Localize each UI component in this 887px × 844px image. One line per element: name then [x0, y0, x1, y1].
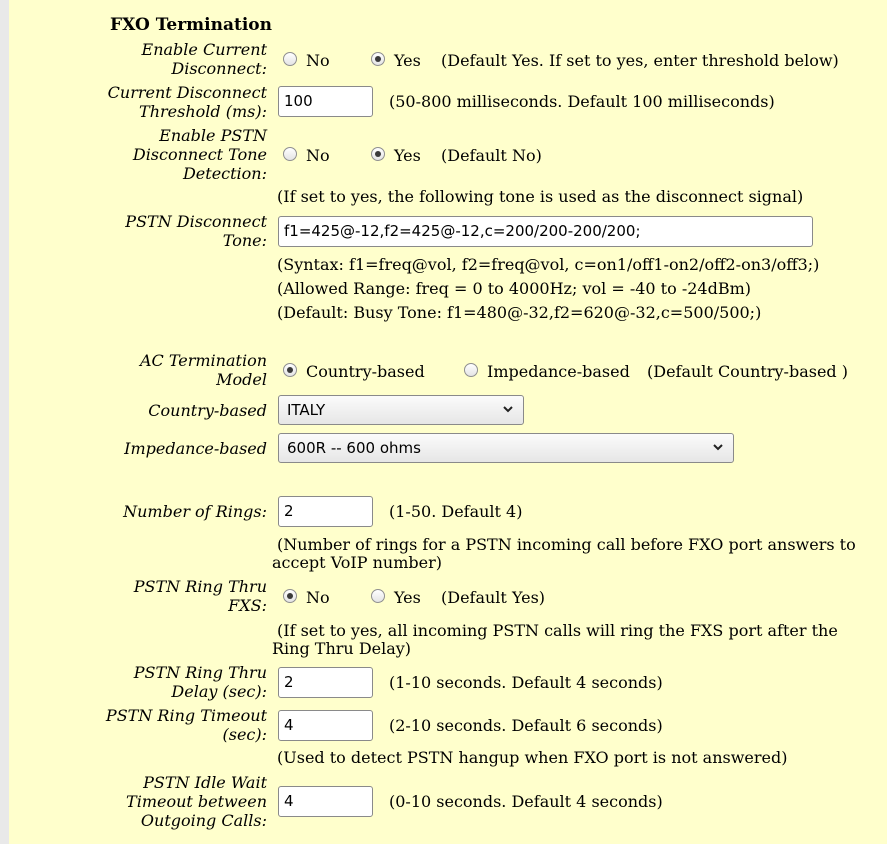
ac-impedance-based-label: Impedance-based — [487, 362, 630, 381]
pstn-disconnect-tone-range: (Allowed Range: freq = 0 to 4000Hz; vol = -40 to -24dBm) — [277, 279, 751, 298]
impedance-select[interactable] — [278, 433, 734, 463]
pstn-idle-wait-timeout-input[interactable]: 4 — [278, 786, 373, 817]
pstn-idle-wait-timeout-hint: (0-10 seconds. Default 4 seconds) — [389, 792, 663, 811]
pstn-disconnect-tone-default: (Default: Busy Tone: f1=480@-32,f2=620@-32,c=500/500;) — [277, 303, 762, 322]
current-disconnect-threshold-label: Current Disconnect Threshold (ms): — [107, 83, 267, 121]
pstn-idle-wait-timeout-label: PSTN Idle Wait Timeout between Outgoing Calls: — [126, 773, 267, 830]
pstn-ring-timeout-hint: (2-10 seconds. Default 6 seconds) — [389, 716, 663, 735]
pstn-disconnect-tone-no-radio[interactable] — [283, 147, 297, 161]
number-of-rings-hint: (1-50. Default 4) — [389, 502, 523, 521]
pstn-disconnect-tone-yes-label: Yes — [394, 146, 421, 165]
chevron-down-icon — [712, 441, 724, 453]
current-disconnect-no-radio[interactable] — [283, 52, 297, 66]
pstn-disconnect-tone-no-label: No — [306, 146, 330, 165]
settings-panel — [9, 0, 887, 844]
pstn-ring-timeout-label: PSTN Ring Timeout (sec): — [105, 706, 267, 744]
pstn-ring-timeout-input[interactable]: 4 — [278, 710, 373, 741]
pstn-ring-thru-delay-input[interactable]: 2 — [278, 667, 373, 698]
country-based-label: Country-based — [148, 401, 267, 420]
country-select-value: ITALY — [287, 401, 326, 419]
ac-country-based-radio[interactable] — [283, 363, 297, 377]
pstn-disconnect-tone-yes-radio[interactable] — [371, 147, 385, 161]
impedance-based-label: Impedance-based — [124, 439, 267, 458]
pstn-disconnect-tone-field-label: PSTN Disconnect Tone: — [125, 212, 267, 250]
current-disconnect-yes-radio[interactable] — [371, 52, 385, 66]
ac-termination-model-label: AC Termination Model — [139, 351, 267, 389]
enable-current-disconnect-label: Enable Current Disconnect: — [141, 40, 267, 78]
number-of-rings-input[interactable]: 2 — [278, 496, 373, 527]
ring-thru-fxs-note-2: Ring Thru Delay) — [272, 639, 412, 658]
current-disconnect-hint: (Default Yes. If set to yes, enter threshold below) — [441, 51, 839, 70]
pstn-ring-thru-delay-label: PSTN Ring Thru Delay (sec): — [133, 663, 267, 701]
pstn-disconnect-tone-hint: (Default No) — [441, 146, 542, 165]
number-of-rings-label: Number of Rings: — [123, 502, 267, 521]
number-of-rings-note-2: accept VoIP number) — [272, 553, 442, 572]
enable-pstn-disconnect-tone-label: Enable PSTN Disconnect Tone Detection: — [132, 126, 267, 183]
ring-thru-fxs-note-1: (If set to yes, all incoming PSTN calls will ring the FXS port after the — [277, 621, 838, 640]
ring-thru-fxs-yes-radio[interactable] — [371, 589, 385, 603]
ac-termination-hint: (Default Country-based ) — [647, 362, 848, 381]
pstn-ring-timeout-note: (Used to detect PSTN hangup when FXO port is not answered) — [277, 748, 788, 767]
ac-impedance-based-radio[interactable] — [464, 363, 478, 377]
ring-thru-fxs-yes-label: Yes — [394, 588, 421, 607]
pstn-disconnect-tone-syntax: (Syntax: f1=freq@vol, f2=freq@vol, c=on1/off1-on2/off2-on3/off3;) — [277, 255, 820, 274]
impedance-select-value: 600R -- 600 ohms — [287, 439, 421, 457]
current-disconnect-threshold-hint: (50-800 milliseconds. Default 100 milliseconds) — [389, 92, 775, 111]
number-of-rings-note-1: (Number of rings for a PSTN incoming call before FXO port answers to — [277, 535, 856, 554]
pstn-ring-thru-delay-hint: (1-10 seconds. Default 4 seconds) — [389, 673, 663, 692]
pstn-ring-thru-fxs-label: PSTN Ring Thru FXS: — [133, 577, 267, 615]
ring-thru-fxs-no-label: No — [306, 588, 330, 607]
ring-thru-fxs-no-radio[interactable] — [283, 589, 297, 603]
current-disconnect-threshold-input[interactable]: 100 — [278, 86, 373, 117]
current-disconnect-no-label: No — [306, 51, 330, 70]
pstn-disconnect-tone-input[interactable]: f1=425@-12,f2=425@-12,c=200/200-200/200; — [278, 216, 813, 247]
section-title: FXO Termination — [110, 15, 272, 35]
ring-thru-fxs-hint: (Default Yes) — [441, 588, 546, 607]
country-select[interactable] — [278, 395, 524, 425]
current-disconnect-yes-label: Yes — [394, 51, 421, 70]
chevron-down-icon — [502, 403, 514, 415]
pstn-disconnect-tone-note: (If set to yes, the following tone is used as the disconnect signal) — [277, 187, 804, 206]
ac-country-based-label: Country-based — [306, 362, 425, 381]
